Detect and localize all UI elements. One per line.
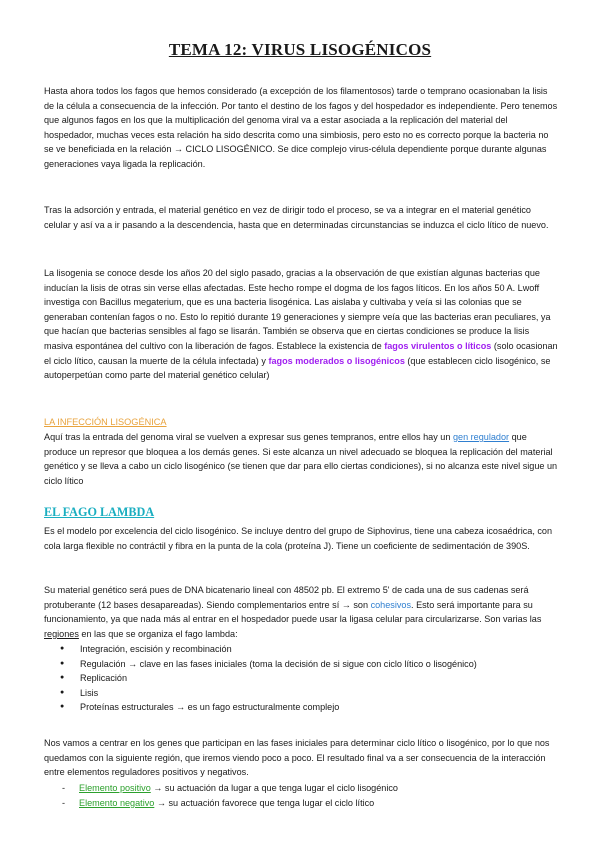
elements-list [44,781,560,810]
intro-text: Hasta ahora todos los fagos que hemos considerado (a excepción de los filamentosos) tarde o temprano ocasionaban la lisis de la célula a consecuencia de la infección. Por tanto el destino de los fagos y del hospedador es independiente. Pero tenemos que algunos fagos en los que la multiplicación del genoma viral va a estar asociada a la replicación del material del hospedador, muchas veces esta relación ha sido descrita como una simbiosis, pero esto no es correcto porque la bacteria no se ve beneficiada en la relación → CICLO LISOGÉNICO. Se dice complejo virus-célula dependiente porque durante algunas generaciones vaya ligada la replicación. [44,86,558,169]
lysogenic-infection-paragraph [44,430,560,488]
list-item [44,781,560,796]
moderate-phages-term: fagos moderados o lisogénicos [268,355,405,366]
intro-paragraph [44,84,560,172]
lambda-model-paragraph [44,524,560,553]
regulation-paragraph [44,736,560,780]
positive-element-label: Elemento positivo [79,783,151,793]
genetic-material-paragraph [44,583,560,641]
regiones-term: regiones [44,628,79,639]
positive-element-desc: → su actuación da lugar a que tenga lugar el ciclo lisogénico [150,783,398,793]
list-item: ● Regulación → clave en las fases iniciales (toma la decisión de si sigue con ciclo lítico o lisogénico) [44,657,560,672]
negative-element-desc: → su actuación favorece que tenga lugar el ciclo lítico [154,797,375,808]
virulent-phages-term: fagos virulentos o líticos [384,340,492,351]
adsorption-paragraph [44,203,560,232]
lambda-model-text: Es el modelo por excelencia del ciclo lisogénico. Se incluye dentro del grupo de Siphovirus, tiene una cabeza icosaédrica, con cola larga flexible no contráctil y fibra en la punta de la cola (proteína J). Tiene un coeficiente de sedimentación de 390S. [44,526,553,551]
gen-regulador-link[interactable]: gen regulador [452,432,510,442]
list-item [44,796,560,811]
infection-text-2: que produce un represor que bloquea a los demás genes. Si este alcanza un nivel adecuado se bloquea la replicación del material genético y se lleva a cabo un ciclo lisogénico (se tienen que dar para ello ciertas condiciones), si no alcanza este nivel sigue un ciclo lítico [44,432,558,486]
genetic-text-2: . Esto será importante para su funcionamiento, ya que nada más al entrar en el hospedador puede usar la ligasa celular para circularizarse. Son varias las [44,599,542,625]
regulation-text: Nos vamos a centrar en los genes que participan en las fases iniciales para determinar ciclo lítico o lisogénico, por lo que nos quedamos con la siguiente región, que iremos viendo poco a poco. El resultado final va a ser consecuencia de la interacción entre elementos reguladores positivos y negativos. [44,738,550,778]
infection-text: Aquí tras la entrada del genoma viral se vuelven a expresar sus genes tempranos, entre ellos hay un [44,432,453,442]
history-text: La lisogenia se conoce desde los años 20 del siglo pasado, gracias a la observación de que existían algunas bacterias que inducían la lisis de otras sin verse ellas afectadas. Este hecho rompe el dogma de los fagos líticos. En los años 50 A. Lwoff investiga con Bacillus megaterium, que es una bacteria lisogénica. Las aislaba y cultivaba y veía si las colonias que se generaban contenían fagos o no. Esto lo repitió durante 19 generaciones y siempre veía que las bacterias eran peculiares, ya que hacían que bacterias sensibles al fago se lisarán. También se observa que en ciertas condiciones se produce la lisis masiva espontánea del cultivo con la liberación de fagos. Establece la existencia de [44,268,551,351]
history-text-3: (que establecen ciclo lisogénico, se autoperpetúan como parte del material genético celular) [44,355,551,381]
list-item: ● Proteínas estructurales → es un fago estructuralmente complejo [44,700,560,715]
lysogenic-infection-heading: LA INFECCIÓN LISOGÉNICA [44,417,167,427]
regions-list [44,642,560,715]
history-paragraph [44,266,560,383]
genetic-text-3: en las que se organiza el fago lambda: [78,628,238,639]
lambda-phage-heading: EL FAGO LAMBDA [44,505,155,519]
genetic-text: Su material genético será pues de DNA bicatenario lineal con 48502 pb. El extremo 5' de cada una de sus cadenas será protuberante (12 bases desapareadas). Siendo complementarios entre sí → son [44,585,529,610]
history-text-2: (solo ocasionan el ciclo lítico, causan la muerte de la célula infectada) y [44,340,558,366]
list-item: ● Integración, escisión y recombinación [44,642,560,657]
list-item: ● Replicación [44,671,560,686]
negative-element-label: Elemento negativo [79,797,155,808]
page-title: TEMA 12: VIRUS LISOGÉNICOS [168,40,432,59]
list-item: ● Lisis [44,686,560,701]
cohesivos-term: cohesivos [370,599,412,610]
adsorption-text: Tras la adsorción y entrada, el material genético en vez de dirigir todo el proceso, se va a integrar en el material genético celular y así va a ir pasando a la descendencia, hasta que en determinadas circunstancias se induzca el ciclo lítico de nuevo. [44,205,549,230]
